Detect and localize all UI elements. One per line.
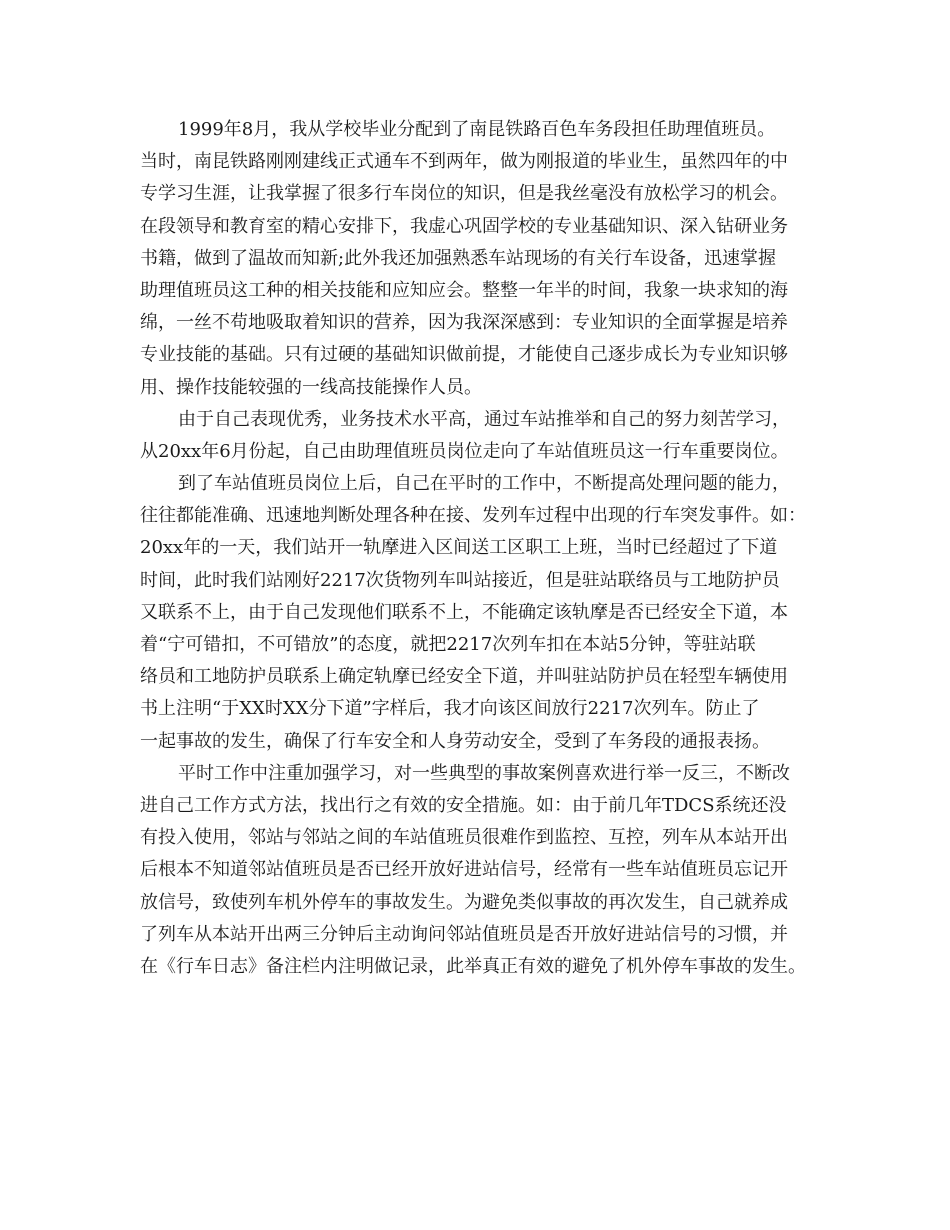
text-line: 又联系不上，由于自己发现他们联系不上，不能确定该轨摩是否已经安全下道，本 — [140, 601, 788, 623]
text-line: 在段领导和教育室的精心安排下，我虚心巩固学校的专业基础知识、深入钻研业务 — [140, 215, 788, 237]
text-line: 一起事故的发生，确保了行车安全和人身劳动安全，受到了车务段的通报表扬。 — [140, 730, 770, 752]
text-line: 后根本不知道邻站值班员是否已经开放好进站信号，经常有一些车站值班员忘记开 — [140, 859, 788, 881]
text-line: 绵，一丝不苟地吸取着知识的营养，因为我深深感到：专业知识的全面掌握是培养 — [140, 312, 788, 334]
text-line: 了列车从本站开出两三分钟后主动询问邻站值班员是否开放好进站信号的习惯，并 — [140, 923, 788, 945]
text-line: 平时工作中注重加强学习，对一些典型的事故案例喜欢进行举一反三，不断改 — [178, 762, 790, 784]
text-line: 书上注明“于XX时XX分下道”字样后，我才向该区间放行2217次列车。防止了 — [140, 698, 760, 720]
text-line: 到了车站值班员岗位上后，自己在平时的工作中，不断提高处理问题的能力， — [178, 473, 790, 495]
text-line: 在《行车日志》备注栏内注明做记录，此举真正有效的避免了机外停车事故的发生。 — [140, 955, 806, 977]
paragraph-3 — [140, 468, 830, 758]
paragraph-4 — [140, 758, 830, 983]
text-line: 当时，南昆铁路刚刚建线正式通车不到两年，做为刚报道的毕业生，虽然四年的中 — [140, 151, 788, 173]
document-body — [140, 114, 830, 983]
text-line: 着“宁可错扣，不可错放”的态度，就把2217次列车扣在本站5分钟，等驻站联 — [140, 634, 756, 655]
text-line: 进自己工作方式方法，找出行之有效的安全措施。如：由于前几年TDCS系统还没 — [140, 794, 787, 816]
text-line: 助理值班员这工种的相关技能和应知应会。整整一年半的时间，我象一块求知的海 — [140, 279, 788, 301]
text-line: 络员和工地防护员联系上确定轨摩已经安全下道，并叫驻站防护员在轻型车辆使用 — [140, 666, 788, 688]
text-line: 有投入使用，邻站与邻站之间的车站值班员很难作到监控、互控，列车从本站开出 — [140, 827, 788, 849]
paragraph-1 — [140, 114, 830, 404]
text-line: 时间，此时我们站刚好2217次货物列车叫站接近，但是驻站联络员与工地防护员 — [140, 569, 780, 591]
text-line: 用、操作技能较强的一线高技能操作人员。 — [140, 376, 482, 398]
text-line: 放信号，致使列车机外停车的事故发生。为避免类似事故的再次发生，自己就养成 — [140, 891, 788, 913]
text-line: 往往都能准确、迅速地判断处理各种在接、发列车过程中出现的行车突发事件。如： — [140, 505, 806, 527]
text-line: 书籍，做到了温故而知新;此外我还加强熟悉车站现场的有关行车设备，迅速掌握 — [140, 247, 777, 269]
text-line: 专业技能的基础。只有过硬的基础知识做前提，才能使自己逐步成长为专业知识够 — [140, 344, 788, 366]
paragraph-2 — [140, 404, 830, 468]
text-line: 1999年8月，我从学校毕业分配到了南昆铁路百色车务段担任助理值班员。 — [178, 119, 776, 140]
text-line: 从20xx年6月份起，自己由助理值班员岗位走向了车站值班员这一行车重要岗位。 — [140, 440, 789, 462]
text-line: 由于自己表现优秀，业务技术水平高，通过车站推举和自己的努力刻苦学习， — [178, 408, 790, 430]
text-line: 20xx年的一天，我们站开一轨摩进入区间送工区职工上班，当时已经超过了下道 — [140, 537, 778, 559]
text-line: 专学习生涯，让我掌握了很多行车岗位的知识，但是我丝毫没有放松学习的机会。 — [140, 183, 788, 205]
